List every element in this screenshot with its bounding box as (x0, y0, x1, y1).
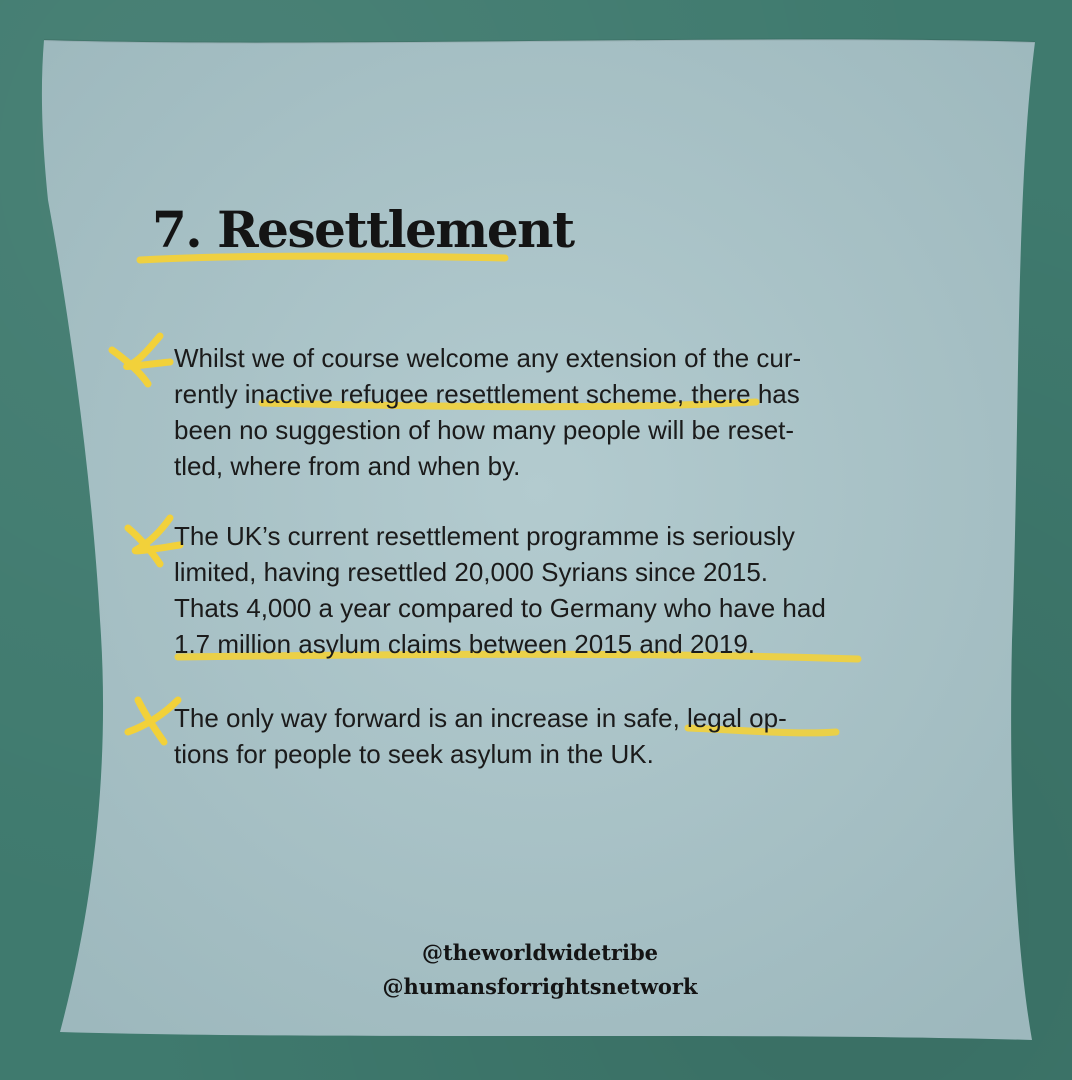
paragraph-line: tions for people to seek asylum in the UK. (174, 739, 654, 769)
paragraph-line: Thats 4,000 a year compared to Germany who have had (174, 593, 826, 623)
paragraph-line: been no suggestion of how many people will be reset- (174, 415, 795, 445)
paragraph-line: tled, where from and when by. (174, 451, 521, 481)
page-title: 7. Resettlement (152, 200, 574, 259)
footer-handle-worldwidetribe: @theworldwidetribe (421, 940, 659, 965)
paragraph-line: The only way forward is an increase in safe, legal op- (174, 703, 787, 733)
paragraph-line: 1.7 million asylum claims between 2015 and 2019. (174, 629, 756, 659)
paragraph-line: rently inactive refugee resettlement scheme, there has (174, 379, 800, 409)
paragraph-line: The UK’s current resettlement programme is seriously (174, 521, 795, 551)
paragraph-line: limited, having resettled 20,000 Syrians since 2015. (174, 557, 769, 587)
paragraph-1 (174, 340, 801, 484)
paragraph-2 (174, 518, 826, 662)
paragraph-line: Whilst we of course welcome any extension of the cur- (174, 343, 802, 373)
paragraph-3 (174, 700, 787, 772)
footer-handle-humansforrights: @humansforrightsnetwork (382, 974, 698, 999)
